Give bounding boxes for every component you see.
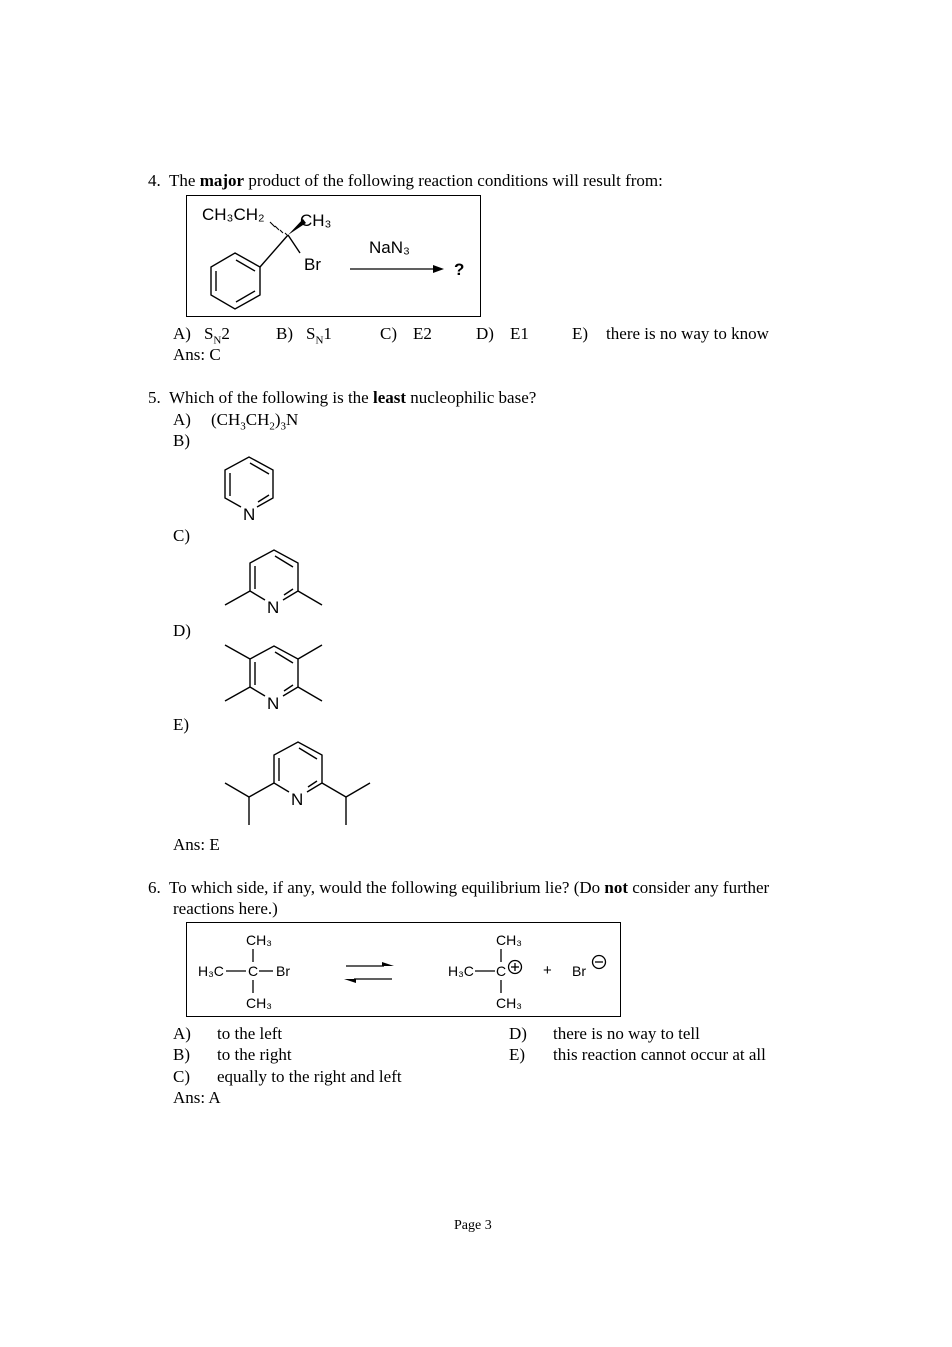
option-a[interactable]: [173, 1024, 282, 1044]
option-letter: E): [509, 1045, 526, 1064]
option-text: this reaction cannot occur at all: [553, 1045, 766, 1064]
methyl-bottom: CH₃: [246, 995, 272, 1011]
ring-nitrogen: N: [267, 598, 280, 617]
methyl-bottom: CH₃: [496, 995, 522, 1011]
question-text-emphasis: major: [199, 171, 245, 190]
option-c[interactable]: [380, 324, 432, 344]
option-e-label[interactable]: E): [173, 715, 190, 734]
structure-pyridine: [200, 450, 300, 530]
option-b-label[interactable]: B): [173, 431, 190, 450]
ring-nitrogen: N: [267, 694, 280, 713]
methyl-top: CH₃: [246, 932, 272, 948]
question-text-end: product of the following reaction conditions will result from:: [244, 171, 663, 190]
answer-q5: Ans: E: [173, 835, 220, 854]
page-number: Page 3: [454, 1218, 492, 1233]
option-text: $S_N1$: [306, 324, 332, 347]
question-number: 5.: [148, 388, 161, 407]
question-text-start: The: [169, 171, 200, 190]
equilibrium-scheme: [186, 922, 621, 1017]
option-text: to the right: [217, 1045, 292, 1064]
question-5-stem: [148, 388, 536, 408]
option-c[interactable]: [173, 1067, 402, 1087]
ring-nitrogen: N: [291, 790, 304, 809]
option-b[interactable]: [276, 324, 332, 350]
option-text: E2: [413, 324, 432, 343]
question-number: 4.: [148, 171, 161, 190]
substituent-methyl: CH₃: [300, 211, 332, 230]
methyl-top: CH₃: [496, 932, 522, 948]
question-6-stem: [148, 878, 769, 898]
option-letter: C): [173, 1067, 190, 1086]
option-letter: D): [509, 1024, 527, 1043]
option-letter: A): [173, 324, 191, 343]
option-a[interactable]: [173, 410, 298, 436]
option-letter: C): [380, 324, 397, 343]
ring-nitrogen: N: [243, 505, 256, 524]
central-carbon: C: [496, 963, 507, 979]
option-text: there is no way to know: [606, 324, 769, 343]
option-text: E1: [509, 324, 529, 343]
question-6-stem-line2: reactions here.): [173, 899, 278, 918]
option-d[interactable]: [476, 324, 529, 344]
equilibrium-arrows: [344, 962, 394, 983]
question-number: 6.: [148, 878, 161, 897]
question-text-end: nucleophilic base?: [406, 388, 537, 407]
structure-lutidine: [200, 545, 340, 625]
structure-tetramethylpyridine: [200, 635, 340, 720]
option-letter: A): [173, 410, 191, 429]
question-text-emphasis: not: [604, 878, 629, 897]
bromine: Br: [276, 963, 290, 979]
question-4-stem: [148, 171, 663, 191]
option-text: there is no way to tell: [553, 1024, 700, 1043]
option-letter: B): [276, 324, 293, 343]
option-text: to the left: [217, 1024, 283, 1043]
option-c-label[interactable]: C): [173, 526, 190, 545]
substituent-ethyl: CH₃CH₂: [202, 205, 265, 224]
plus-sign: +: [543, 962, 552, 979]
product-unknown: ?: [454, 260, 465, 279]
reaction-scheme-q4: [186, 195, 481, 317]
option-letter: A): [173, 1024, 191, 1043]
positive-charge-icon: [509, 961, 522, 974]
option-d-label[interactable]: D): [173, 621, 191, 640]
option-e[interactable]: [572, 324, 769, 344]
option-letter: B): [173, 1045, 190, 1064]
answer-q6: Ans: A: [173, 1088, 221, 1107]
question-text-emphasis: least: [372, 388, 407, 407]
answer-q4: Ans: C: [173, 345, 221, 364]
option-b[interactable]: [173, 1045, 292, 1065]
methyl-left: H₃C: [198, 963, 224, 979]
option-text: $S_N2$: [203, 324, 230, 347]
option-text: $(CH_3CH_2)_3N$: [210, 410, 299, 433]
option-text: equally to the right and left: [217, 1067, 402, 1086]
option-letter: E): [572, 324, 589, 343]
question-text-start: To which side, if any, would the following equilibrium lie? (Do: [169, 878, 605, 897]
arrow-head: [433, 265, 444, 273]
central-carbon: C: [248, 963, 259, 979]
option-e[interactable]: [509, 1045, 766, 1065]
hashed-wedge-bond: [270, 222, 287, 235]
question-text-start: Which of the following is the: [169, 388, 373, 407]
option-d[interactable]: [509, 1024, 700, 1044]
reagent-label: NaN₃: [369, 238, 410, 257]
structure-diisopropylpyridine: [200, 735, 400, 835]
benzene-ring: [211, 235, 300, 309]
option-letter: D): [476, 324, 494, 343]
bromide: Br: [572, 963, 586, 979]
leaving-group-br: Br: [304, 255, 321, 274]
methyl-left: H₃C: [448, 963, 474, 979]
negative-charge-icon: [593, 956, 606, 969]
question-text-end: consider any further: [628, 878, 770, 897]
